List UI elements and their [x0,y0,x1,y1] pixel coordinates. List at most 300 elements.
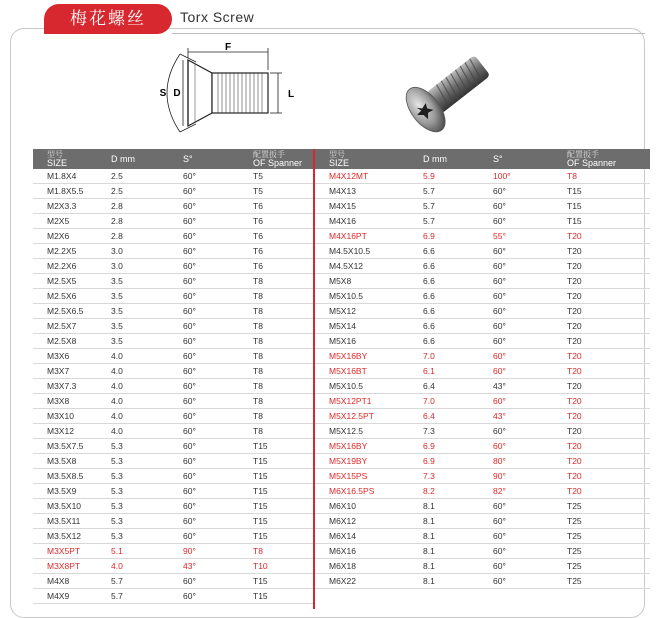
table-row [33,214,313,229]
cell-s: 60° [183,319,253,334]
cell-s: 60° [183,394,253,409]
table-row [315,439,650,454]
col-spanner-header [567,149,650,169]
table-row [315,214,650,229]
cell-spanner: T20 [567,439,650,454]
cell-size: M2X6 [33,229,111,244]
table-row [315,529,650,544]
cell-d: 6.1 [423,364,493,379]
cell-size: M5X8 [315,274,423,289]
cell-s: 60° [493,319,567,334]
cell-s: 60° [493,424,567,439]
cell-spanner: T8 [253,409,313,424]
cell-size: M3.5X7.5 [33,439,111,454]
cell-spanner: T8 [253,334,313,349]
cell-d: 8.1 [423,499,493,514]
cell-size: M5X12PT1 [315,394,423,409]
table-row [315,169,650,184]
cell-size: M5X16BY [315,439,423,454]
cell-spanner: T6 [253,229,313,244]
cell-d: 4.0 [111,379,183,394]
cell-s: 60° [493,364,567,379]
cell-spanner: T6 [253,214,313,229]
table-row [315,484,650,499]
table-row [315,304,650,319]
cell-d: 6.9 [423,439,493,454]
cell-size: M5X16BY [315,349,423,364]
cell-spanner: T15 [567,214,650,229]
cell-size: M3X5PT [33,544,111,559]
cell-s: 60° [493,439,567,454]
table-row [33,589,313,604]
cell-d: 5.7 [423,184,493,199]
cell-spanner: T15 [253,469,313,484]
cell-s: 60° [493,349,567,364]
cell-spanner: T20 [567,229,650,244]
cell-d: 4.0 [111,409,183,424]
cell-d: 6.6 [423,319,493,334]
table-row [33,199,313,214]
cell-size: M3X6 [33,349,111,364]
table-row [33,439,313,454]
cell-s: 60° [493,214,567,229]
cell-s: 60° [183,214,253,229]
cell-spanner: T15 [253,499,313,514]
cell-size: M5X10.5 [315,289,423,304]
cell-size: M2.5X5 [33,274,111,289]
cell-s: 60° [183,349,253,364]
cell-s: 60° [493,574,567,589]
cell-d: 4.0 [111,424,183,439]
cell-d: 2.8 [111,229,183,244]
cell-s: 60° [183,169,253,184]
table-row [315,469,650,484]
table-row [33,484,313,499]
cell-d: 3.5 [111,304,183,319]
cell-d: 5.7 [423,214,493,229]
cell-spanner: T15 [567,184,650,199]
table-row [315,289,650,304]
table-row [33,544,313,559]
cell-size: M3X12 [33,424,111,439]
cell-size: M5X16 [315,334,423,349]
cell-spanner: T8 [253,364,313,379]
cell-spanner: T15 [253,529,313,544]
cell-spanner: T8 [253,379,313,394]
cell-s: 60° [183,274,253,289]
cell-spanner: T20 [567,364,650,379]
cell-size: M5X10.5 [315,379,423,394]
cell-d: 6.6 [423,304,493,319]
cell-d: 5.3 [111,499,183,514]
table-row [33,229,313,244]
cell-spanner: T20 [567,379,650,394]
cell-size: M5X16BT [315,364,423,379]
cell-s: 60° [183,469,253,484]
col-size-en: SIZE [47,158,68,168]
cell-d: 6.9 [423,229,493,244]
cell-spanner: T15 [253,514,313,529]
cell-d: 2.8 [111,199,183,214]
cell-s: 82° [493,484,567,499]
cell-d: 6.6 [423,274,493,289]
cell-size: M3.5X8 [33,454,111,469]
cell-spanner: T25 [567,529,650,544]
col-spanner-en: OF Spanner [253,158,303,168]
table-row [33,169,313,184]
table-row [33,499,313,514]
cell-size: M4X15 [315,199,423,214]
table-row [315,199,650,214]
cell-spanner: T20 [567,289,650,304]
cell-spanner: T5 [253,169,313,184]
cell-spanner: T25 [567,499,650,514]
table-row [33,274,313,289]
table-row [33,379,313,394]
col-size-cn: 型号 [47,150,63,159]
cell-spanner: T15 [253,574,313,589]
cell-s: 60° [493,199,567,214]
table-row [315,319,650,334]
table-row [315,409,650,424]
table-row [33,259,313,274]
cell-spanner: T25 [567,514,650,529]
page-title: 梅花螺丝 [44,4,172,34]
cell-size: M5X12.5 [315,424,423,439]
cell-s: 60° [183,484,253,499]
cell-size: M4.5X10.5 [315,244,423,259]
cell-size: M2X5 [33,214,111,229]
cell-size: M4X13 [315,184,423,199]
dim-d-label: D [173,88,181,99]
cell-spanner: T6 [253,244,313,259]
cell-size: M4.5X12 [315,259,423,274]
cell-spanner: T8 [253,319,313,334]
table-row [315,514,650,529]
cell-size: M2.5X8 [33,334,111,349]
cell-spanner: T20 [567,334,650,349]
table-row [315,349,650,364]
cell-size: M5X15PS [315,469,423,484]
cell-s: 60° [183,259,253,274]
cell-s: 60° [493,259,567,274]
cell-s: 60° [183,424,253,439]
cell-size: M5X12 [315,304,423,319]
dim-s-label: S [159,88,167,99]
cell-s: 55° [493,229,567,244]
cell-spanner: T25 [567,574,650,589]
cell-d: 5.9 [423,169,493,184]
cell-spanner: T20 [567,259,650,274]
cell-spanner: T8 [253,289,313,304]
cell-s: 60° [183,229,253,244]
table-row [33,574,313,589]
table-header-row [315,149,650,169]
cell-size: M6X18 [315,559,423,574]
cell-d: 6.6 [423,259,493,274]
cell-size: M3.5X12 [33,529,111,544]
cell-d: 7.3 [423,469,493,484]
cell-d: 5.3 [111,484,183,499]
cell-d: 6.4 [423,379,493,394]
cell-spanner: T15 [253,484,313,499]
cell-s: 60° [493,304,567,319]
cell-size: M6X14 [315,529,423,544]
table-row [315,184,650,199]
cell-size: M2.5X7 [33,319,111,334]
cell-d: 8.1 [423,574,493,589]
table-row [33,559,313,574]
cell-d: 5.3 [111,439,183,454]
cell-s: 60° [493,559,567,574]
cell-spanner: T8 [253,304,313,319]
cell-spanner: T20 [567,484,650,499]
title-divider [172,33,645,34]
cell-s: 60° [183,304,253,319]
table-row [315,274,650,289]
cell-s: 100° [493,169,567,184]
cell-spanner: T15 [567,199,650,214]
cell-d: 2.8 [111,214,183,229]
cell-s: 60° [493,499,567,514]
cell-s: 60° [183,334,253,349]
cell-spanner: T20 [567,274,650,289]
cell-spanner: T8 [253,394,313,409]
cell-spanner: T15 [253,589,313,604]
cell-s: 43° [493,379,567,394]
cell-s: 60° [183,199,253,214]
table-row [315,334,650,349]
cell-d: 3.5 [111,289,183,304]
cell-spanner: T20 [567,349,650,364]
cell-d: 5.3 [111,529,183,544]
cell-size: M1.8X4 [33,169,111,184]
col-spanner-header [253,149,313,169]
cell-size: M2X3.3 [33,199,111,214]
table-row [33,514,313,529]
cell-d: 5.1 [111,544,183,559]
cell-s: 90° [493,469,567,484]
table-row [315,229,650,244]
table-row [33,424,313,439]
cell-size: M3.5X8.5 [33,469,111,484]
cell-size: M3.5X9 [33,484,111,499]
cell-spanner: T20 [567,319,650,334]
cell-spanner: T20 [567,409,650,424]
cell-d: 8.1 [423,529,493,544]
cell-d: 6.6 [423,244,493,259]
col-size-en: SIZE [329,158,350,168]
cell-size: M3X7 [33,364,111,379]
cell-spanner: T10 [253,559,313,574]
table-row [315,574,650,589]
table-row [33,394,313,409]
col-s-header: S° [493,149,567,169]
cell-s: 60° [493,394,567,409]
cell-spanner: T20 [567,424,650,439]
cell-s: 60° [183,364,253,379]
dim-f-label: F [224,42,232,53]
cell-s: 60° [183,514,253,529]
cell-d: 6.9 [423,454,493,469]
cell-d: 4.0 [111,349,183,364]
cell-size: M6X10 [315,499,423,514]
cell-size: M3X8 [33,394,111,409]
cell-size: M3.5X10 [33,499,111,514]
cell-size: M4X9 [33,589,111,604]
screw-dimension-diagram [150,40,310,140]
cell-spanner: T20 [567,244,650,259]
spec-table-right [315,149,650,589]
dim-l-label: L [287,89,295,100]
cell-size: M3X10 [33,409,111,424]
cell-s: 43° [183,559,253,574]
cell-s: 60° [183,409,253,424]
table-row [315,559,650,574]
table-row [33,184,313,199]
col-spanner-en: OF Spanner [567,158,617,168]
table-row [33,469,313,484]
cell-size: M2.5X6 [33,289,111,304]
cell-d: 8.1 [423,559,493,574]
col-size-cn: 型号 [329,150,345,159]
cell-spanner: T8 [253,349,313,364]
cell-size: M4X16PT [315,229,423,244]
cell-d: 4.0 [111,394,183,409]
cell-d: 7.0 [423,394,493,409]
cell-spanner: T25 [567,544,650,559]
cell-size: M3X8PT [33,559,111,574]
spec-table-left [33,149,313,604]
table-header-row [33,149,313,169]
cell-spanner: T8 [253,424,313,439]
cell-d: 2.5 [111,169,183,184]
cell-s: 60° [183,184,253,199]
cell-s: 60° [183,529,253,544]
cell-spanner: T8 [253,544,313,559]
cell-spanner: T6 [253,199,313,214]
cell-d: 2.5 [111,184,183,199]
cell-spanner: T15 [253,439,313,454]
table-row [315,454,650,469]
cell-size: M4X12MT [315,169,423,184]
cell-spanner: T20 [567,469,650,484]
table-row [315,424,650,439]
cell-size: M6X12 [315,514,423,529]
cell-size: M2.2X6 [33,259,111,274]
table-row [33,454,313,469]
cell-s: 43° [493,409,567,424]
cell-s: 60° [493,334,567,349]
table-row [315,499,650,514]
table-row [33,319,313,334]
col-spanner-cn: 配置扳手 [567,150,599,159]
cell-size: M4X16 [315,214,423,229]
cell-size: M6X16 [315,544,423,559]
cell-s: 60° [183,289,253,304]
col-spanner-cn: 配置扳手 [253,150,285,159]
cell-spanner: T8 [253,274,313,289]
cell-size: M6X22 [315,574,423,589]
col-size-header [315,149,423,169]
cell-s: 60° [493,289,567,304]
cell-s: 60° [493,544,567,559]
cell-spanner: T15 [253,454,313,469]
cell-d: 5.3 [111,469,183,484]
table-row [315,394,650,409]
cell-s: 60° [493,184,567,199]
cell-d: 3.5 [111,334,183,349]
cell-s: 60° [493,274,567,289]
col-d-header: D mm [111,149,183,169]
cell-spanner: T20 [567,304,650,319]
cell-s: 80° [493,454,567,469]
page-subtitle: Torx Screw [180,9,255,25]
table-row [33,334,313,349]
cell-d: 5.7 [423,199,493,214]
cell-d: 4.0 [111,559,183,574]
cell-s: 60° [493,514,567,529]
cell-d: 6.4 [423,409,493,424]
cell-d: 3.0 [111,244,183,259]
cell-s: 60° [183,499,253,514]
cell-size: M1.8X5.5 [33,184,111,199]
cell-spanner: T6 [253,259,313,274]
cell-d: 3.0 [111,259,183,274]
cell-spanner: T25 [567,559,650,574]
cell-s: 60° [183,244,253,259]
cell-size: M2.2X5 [33,244,111,259]
col-size-header [33,149,111,169]
screw-photo [390,52,500,142]
table-row [33,244,313,259]
table-row [33,304,313,319]
cell-s: 60° [183,454,253,469]
cell-s: 60° [183,379,253,394]
cell-s: 60° [183,439,253,454]
table-row [33,289,313,304]
cell-d: 6.6 [423,334,493,349]
table-row [315,259,650,274]
cell-d: 3.5 [111,319,183,334]
cell-size: M3X7.3 [33,379,111,394]
cell-size: M5X12.5PT [315,409,423,424]
table-row [33,364,313,379]
cell-s: 60° [493,529,567,544]
cell-d: 7.3 [423,424,493,439]
cell-spanner: T5 [253,184,313,199]
table-row [315,244,650,259]
cell-size: M2.5X6.5 [33,304,111,319]
cell-d: 5.7 [111,589,183,604]
cell-d: 4.0 [111,364,183,379]
cell-spanner: T8 [567,169,650,184]
cell-s: 60° [493,244,567,259]
cell-spanner: T20 [567,454,650,469]
cell-size: M5X19BY [315,454,423,469]
col-d-header: D mm [423,149,493,169]
table-row [315,379,650,394]
cell-d: 8.1 [423,544,493,559]
cell-s: 60° [183,589,253,604]
col-s-header: S° [183,149,253,169]
table-row [315,544,650,559]
table-row [33,409,313,424]
cell-size: M3.5X11 [33,514,111,529]
cell-d: 8.2 [423,484,493,499]
cell-size: M4X8 [33,574,111,589]
table-row [33,349,313,364]
